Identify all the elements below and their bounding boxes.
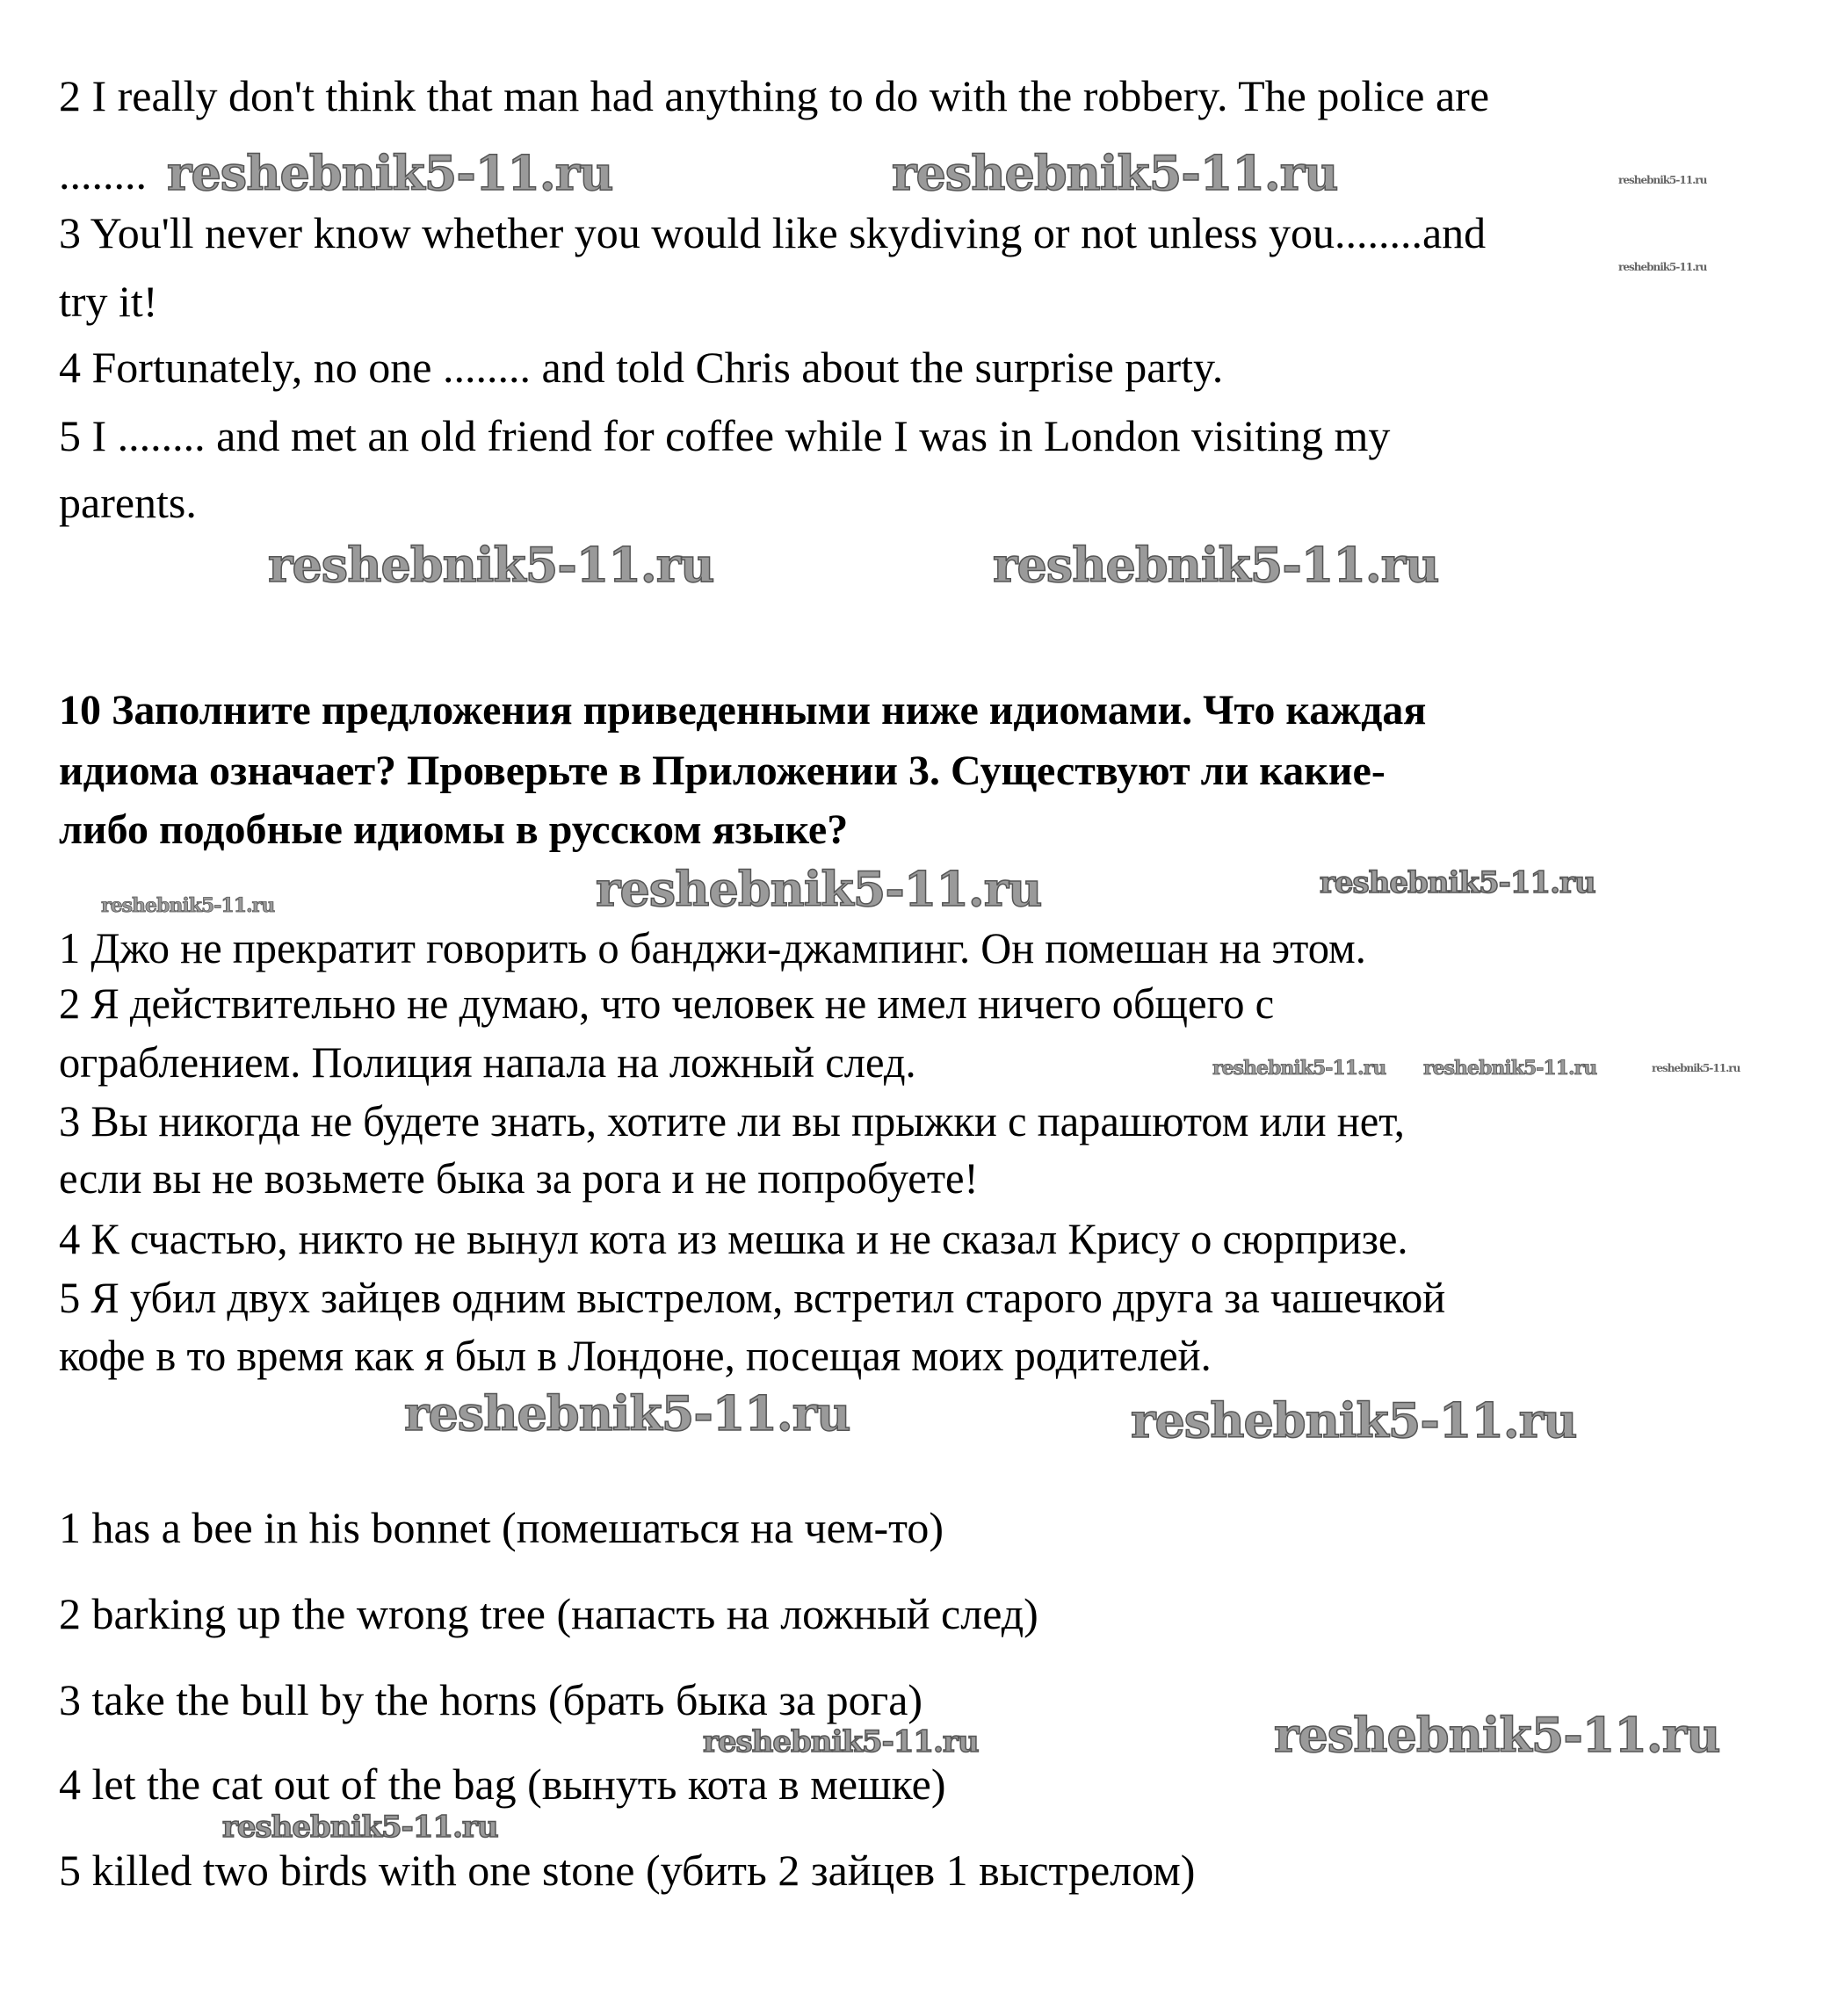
watermark: reshebnik5-11.ru [1618, 261, 1707, 273]
answer-line: 2 barking up the wrong tree (напасть на ложный след) [59, 1589, 1038, 1638]
watermark: reshebnik5-11.ru [703, 1724, 979, 1759]
translation-line: если вы не возьмете быка за рога и не попробуете! [59, 1153, 979, 1203]
translation-line: 5 Я убил двух зайцев одним выстрелом, встретил старого друга за чашечкой [59, 1273, 1446, 1322]
heading-line: либо подобные идиомы в русском языке? [59, 806, 849, 853]
heading-line: идиома означает? Проверьте в Приложении 3. Существуют ли какие- [59, 748, 1386, 794]
sentence-line: try it! [59, 277, 158, 326]
translation-line: 4 К счастью, никто не вынул кота из мешка и не сказал Крису о сюрпризе. [59, 1214, 1408, 1263]
watermark: reshebnik5-11.ru [1320, 865, 1595, 900]
watermark: reshebnik5-11.ru [596, 861, 1042, 917]
watermark: reshebnik5-11.ru [1423, 1057, 1597, 1080]
watermark: reshebnik5-11.ru [1274, 1707, 1720, 1763]
sentence-line: 3 You'll never know whether you would like skydiving or not unless you........and [59, 208, 1487, 257]
sentence-line: parents. [59, 478, 197, 527]
answer-line: 5 killed two birds with one stone (убить 2 зайцев 1 выстрелом) [59, 1846, 1196, 1895]
translation-line: кофе в то время как я был в Лондоне, посещая моих родителей. [59, 1331, 1212, 1380]
watermark: reshebnik5-11.ru [1212, 1057, 1386, 1080]
watermark: reshebnik5-11.ru [1618, 174, 1707, 186]
answer-line: 1 has a bee in his bonnet (помешаться на чем-то) [59, 1503, 944, 1552]
watermark: reshebnik5-11.ru [1652, 1062, 1740, 1074]
answer-line: 3 take the bull by the horns (брать быка за рога) [59, 1675, 923, 1724]
watermark: reshebnik5-11.ru [993, 537, 1439, 593]
watermark: reshebnik5-11.ru [1131, 1392, 1577, 1449]
watermark: reshebnik5-11.ru [892, 145, 1338, 201]
translation-line: 3 Вы никогда не будете знать, хотите ли вы прыжки с парашютом или нет, [59, 1096, 1405, 1145]
watermark: reshebnik5-11.ru [222, 1810, 498, 1845]
translation-line: ограблением. Полиция напала на ложный след. [59, 1037, 916, 1087]
sentence-line: 4 Fortunately, no one ........ and told Chris about the surprise party. [59, 343, 1224, 392]
translation-line: 1 Джо не прекратит говорить о банджи-джампинг. Он помешан на этом. [59, 923, 1366, 972]
watermark: reshebnik5-11.ru [404, 1385, 850, 1442]
watermark: reshebnik5-11.ru [101, 894, 275, 917]
watermark: reshebnik5-11.ru [167, 145, 613, 201]
watermark: reshebnik5-11.ru [268, 537, 714, 593]
answer-line: 4 let the cat out of the bag (вынуть кота в мешке) [59, 1759, 946, 1809]
sentence-line: 2 I really don't think that man had anything to do with the robbery. The police are [59, 71, 1490, 120]
sentence-line: ........ [59, 149, 147, 199]
sentence-line: 5 I ........ and met an old friend for coffee while I was in London visiting my [59, 411, 1391, 460]
heading-line: 10 Заполните предложения приведенными ниже идиомами. Что каждая [59, 687, 1427, 733]
translation-line: 2 Я действительно не думаю, что человек не имел ничего общего с [59, 979, 1275, 1028]
